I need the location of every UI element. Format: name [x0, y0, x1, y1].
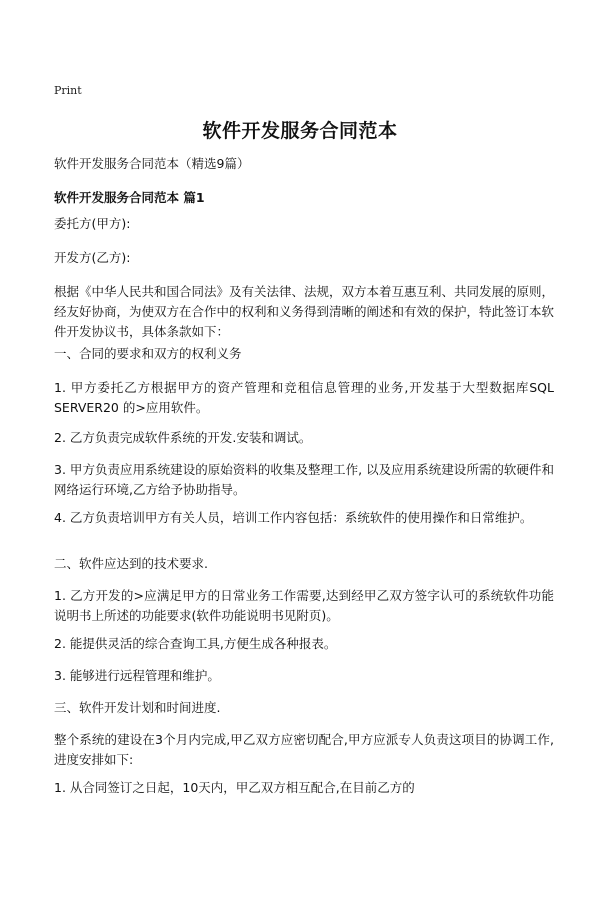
document-subtitle: 软件开发服务合同范本（精选9篇）	[54, 156, 250, 171]
clause-paragraph: 1. 乙方开发的>应满足甲方的日常业务工作需要,达到经甲乙双方签字认可的系统软件功能说明书上所述的功能要求(软件功能说明书见附页)。	[54, 588, 554, 623]
clause-paragraph: 3. 能够进行远程管理和维护。	[54, 668, 220, 683]
client-party-line: 委托方(甲方):	[54, 216, 131, 231]
developer-party-line: 开发方(乙方):	[54, 250, 131, 265]
clause-paragraph: 1. 甲方委托乙方根据甲方的资产管理和竞租信息管理的业务,开发基于大型数据库SQL SERVER20 的>应用软件。	[54, 380, 554, 415]
clause-paragraph: 2. 乙方负责完成软件系统的开发.安装和调试。	[54, 430, 312, 445]
section-heading-schedule: 三、软件开发计划和时间进度.	[54, 700, 221, 715]
section-heading-obligations: 一、合同的要求和双方的权利义务	[54, 346, 242, 361]
section-heading-technical: 二、软件应达到的技术要求.	[54, 556, 208, 571]
clause-paragraph: 2. 能提供灵活的综合查询工具,方便生成各种报表。	[54, 636, 337, 651]
preamble-paragraph: 根据《中华人民共和国合同法》及有关法律、法规，双方本着互惠互利、共同发展的原则，经友好协商，为使双方在合作中的权利和义务得到清晰的阐述和有效的保护，特此签订本软件开发协议书，具体条款如下：	[54, 284, 555, 339]
clause-paragraph: 1. 从合同签订之日起，10天内，甲乙双方相互配合,在目前乙方的	[54, 780, 415, 795]
clause-paragraph: 4. 乙方负责培训甲方有关人员，培训工作内容包括：系统软件的使用操作和日常维护。	[54, 510, 533, 525]
clause-paragraph: 整个系统的建设在3个月内完成,甲乙双方应密切配合,甲方应派专人负责这项目的协调工作,进度安排如下:	[54, 732, 554, 767]
section-heading: 软件开发服务合同范本 篇1	[54, 190, 205, 205]
print-label: Print	[54, 84, 82, 97]
document-title: 软件开发服务合同范本	[202, 120, 398, 142]
clause-paragraph: 3. 甲方负责应用系统建设的原始资料的收集及整理工作, 以及应用系统建设所需的软硬件和网络运行环境,乙方给予协助指导。	[54, 462, 554, 497]
